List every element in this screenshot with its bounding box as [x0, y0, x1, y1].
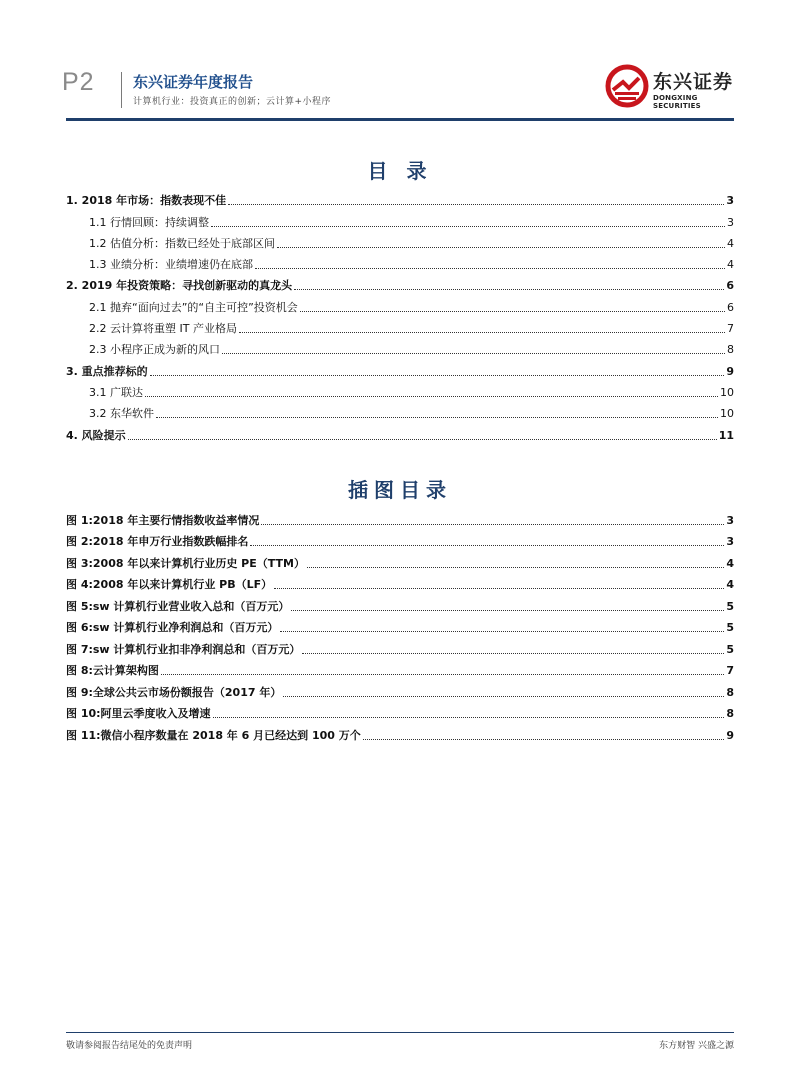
dot-leader	[300, 311, 725, 312]
figure-entry-page: 5	[726, 642, 734, 656]
dot-leader	[222, 353, 725, 354]
toc-entry-label: 1.3 业绩分析：业绩增速仍在底部	[89, 258, 253, 272]
logo-text: 东兴证券	[653, 71, 734, 93]
toc-entry-label: 3. 重点推荐标的	[66, 364, 148, 378]
toc-entry-page: 6	[727, 300, 734, 314]
report-title: 东兴证券年度报告	[133, 73, 254, 91]
toc-entry[interactable]	[66, 380, 734, 401]
page-number: P2	[62, 68, 95, 96]
dot-leader	[211, 226, 725, 227]
figure-entry[interactable]	[66, 507, 734, 529]
figure-entry-page: 7	[726, 664, 734, 677]
toc-entry-page: 10	[720, 385, 734, 399]
dot-leader	[150, 375, 725, 376]
toc-entry[interactable]	[66, 273, 734, 294]
figure-entry-page: 3	[726, 513, 734, 527]
figure-entry-page: 3	[726, 535, 734, 548]
dot-leader	[302, 653, 724, 654]
figure-entry[interactable]	[66, 722, 734, 744]
toc-entry-label: 3.1 广联达	[89, 385, 143, 399]
header-separator	[121, 72, 122, 108]
figure-list	[66, 507, 734, 744]
toc-entry-label: 1. 2018 年市场：指数表现不佳	[66, 194, 227, 208]
company-logo	[605, 64, 740, 109]
dot-leader	[228, 204, 724, 205]
figure-entry-label: 图 8:云计算架构图	[66, 664, 159, 677]
logo-english-text: DONGXING SECURITIES	[653, 94, 701, 110]
figure-entry[interactable]	[66, 636, 734, 658]
figure-entry-page: 8	[726, 707, 734, 720]
footer-disclaimer: 敬请参阅报告结尾处的免责声明	[66, 1041, 193, 1051]
figure-entry-label: 图 11:微信小程序数量在 2018 年 6 月已经达到 100 万个	[66, 728, 361, 742]
figure-entry-page: 8	[726, 685, 734, 699]
toc-entry-page: 10	[720, 407, 734, 421]
toc-entry-label: 2.1 抛弃“面向过去”的“自主可控”投资机会	[89, 300, 298, 314]
dot-leader	[283, 696, 724, 697]
figure-entry-page: 4	[726, 578, 734, 591]
figure-entry[interactable]	[66, 550, 734, 572]
toc-entry-label: 4. 风险提示	[66, 428, 126, 442]
figure-entry-label: 图 4:2008 年以来计算机行业 PB（LF）	[66, 578, 273, 591]
table-of-contents	[66, 188, 734, 444]
dot-leader	[274, 588, 724, 589]
dot-leader	[128, 439, 717, 440]
figure-entry[interactable]	[66, 593, 734, 615]
toc-title: 目 录	[367, 159, 433, 183]
toc-entry[interactable]	[66, 188, 734, 209]
dot-leader	[277, 247, 725, 248]
figure-entry-label: 图 6:sw 计算机行业净利润总和（百万元）	[66, 621, 279, 634]
dot-leader	[145, 396, 718, 397]
footer-slogan: 东方财智 兴盛之源	[659, 1041, 734, 1051]
dot-leader	[156, 417, 718, 418]
toc-entry-page: 8	[727, 343, 734, 357]
toc-entry[interactable]	[66, 316, 734, 337]
toc-entry-label: 2.2 云计算将重塑 IT 产业格局	[89, 322, 237, 336]
toc-entry[interactable]	[66, 337, 734, 358]
page-header	[0, 0, 800, 125]
figure-entry-page: 5	[726, 621, 734, 634]
toc-entry[interactable]	[66, 209, 734, 230]
report-subtitle: 计算机行业：投资真正的创新；云计算+小程序	[133, 97, 332, 107]
dot-leader	[291, 610, 724, 611]
toc-entry-page: 4	[727, 236, 734, 250]
figure-entry[interactable]	[66, 529, 734, 551]
figure-entry-label: 图 2:2018 年申万行业指数跌幅排名	[66, 535, 249, 548]
figure-entry-label: 图 1:2018 年主要行情指数收益率情况	[66, 513, 260, 527]
toc-entry[interactable]	[66, 401, 734, 422]
dot-leader	[294, 289, 724, 290]
toc-entry-label: 2. 2019 年投资策略：寻找创新驱动的真龙头	[66, 279, 293, 293]
logo-emblem-icon	[605, 64, 649, 108]
footer-rule	[66, 1032, 734, 1033]
dot-leader	[250, 545, 724, 546]
toc-entry-label: 2.3 小程序正成为新的风口	[89, 343, 220, 357]
toc-entry-page: 7	[727, 322, 734, 336]
figure-entry-page: 4	[726, 556, 734, 570]
figure-entry[interactable]	[66, 572, 734, 594]
toc-entry-page: 3	[726, 194, 734, 208]
figures-title: 插图目录	[348, 478, 452, 502]
dot-leader	[307, 567, 724, 568]
figure-entry[interactable]	[66, 701, 734, 723]
figure-entry[interactable]	[66, 615, 734, 637]
dot-leader	[255, 268, 725, 269]
toc-entry[interactable]	[66, 358, 734, 379]
figure-entry-label: 图 10:阿里云季度收入及增速	[66, 707, 211, 720]
toc-entry[interactable]	[66, 252, 734, 273]
toc-entry-page: 9	[726, 364, 734, 378]
toc-entry[interactable]	[66, 294, 734, 315]
toc-entry-label: 3.2 东华软件	[89, 407, 154, 421]
toc-entry-page: 6	[726, 279, 734, 293]
dot-leader	[161, 674, 724, 675]
figure-entry-label: 图 3:2008 年以来计算机行业历史 PE（TTM）	[66, 556, 305, 570]
header-rule	[66, 118, 734, 121]
toc-entry-page: 4	[727, 258, 734, 272]
toc-entry-page: 3	[727, 215, 734, 229]
dot-leader	[280, 631, 724, 632]
toc-entry-label: 1.2 估值分析：指数已经处于底部区间	[89, 236, 275, 250]
toc-entry-page: 11	[718, 428, 734, 442]
toc-entry-label: 1.1 行情回顾：持续调整	[89, 215, 209, 229]
toc-entry[interactable]	[66, 422, 734, 443]
figure-entry-label: 图 9:全球公共云市场份额报告（2017 年）	[66, 685, 282, 699]
dot-leader	[239, 332, 725, 333]
figure-entry[interactable]	[66, 658, 734, 680]
dot-leader	[213, 717, 725, 718]
figure-entry-page: 9	[726, 728, 734, 742]
toc-entry[interactable]	[66, 231, 734, 252]
dot-leader	[261, 524, 724, 525]
figure-entry[interactable]	[66, 679, 734, 701]
dot-leader	[363, 739, 725, 740]
figure-entry-page: 5	[726, 599, 734, 613]
figure-entry-label: 图 7:sw 计算机行业扣非净利润总和（百万元）	[66, 642, 301, 656]
figure-entry-label: 图 5:sw 计算机行业营业收入总和（百万元）	[66, 599, 290, 613]
